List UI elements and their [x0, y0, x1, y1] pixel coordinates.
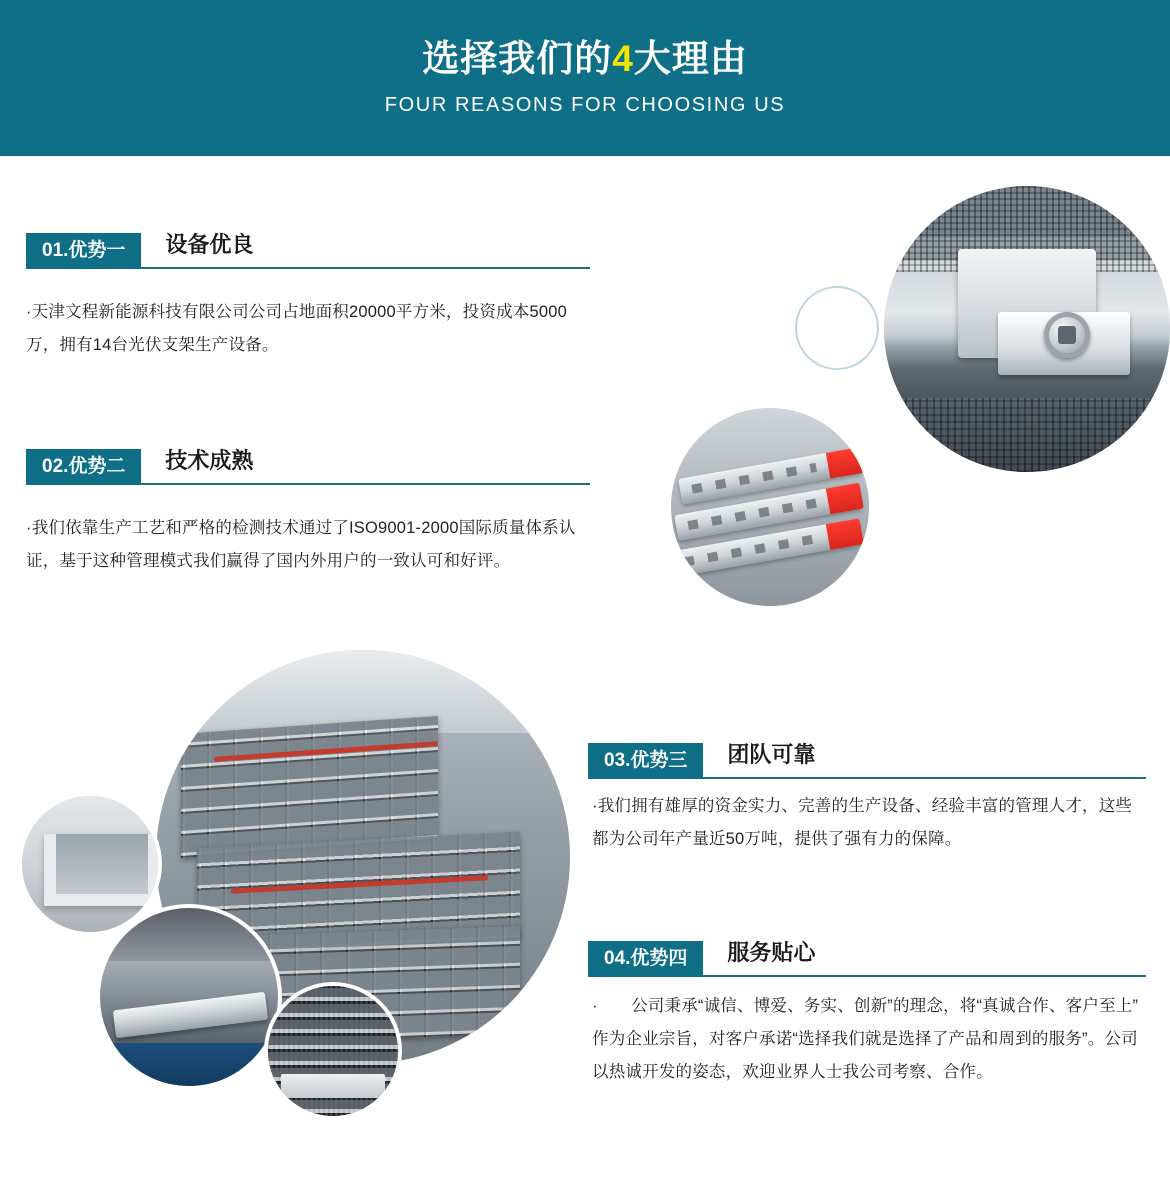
reason-title-1: 设备优良 — [165, 232, 254, 257]
rail-clamp-photo — [884, 186, 1170, 472]
reason-body-2: ·我们依靠生产工艺和严格的检测技术通过了ISO9001-2000国际质量体系认证，基于这种管理模式我们赢得了国内外用户的一致认可和好评。 — [26, 519, 576, 570]
reason-heading-3 — [588, 738, 1146, 779]
page-subtitle: FOUR REASONS FOR CHOOSING US — [384, 93, 786, 116]
page-title-prefix: 选择我们的 — [422, 38, 613, 80]
divider-3 — [703, 777, 1146, 779]
reason-heading-2 — [26, 444, 590, 485]
page-title-suffix: 大理由 — [633, 38, 748, 80]
divider-2 — [141, 483, 590, 485]
red-tipped-strut-photo — [671, 408, 869, 606]
reason-title-4: 服务贴心 — [727, 940, 816, 965]
reason-tag-4: 04.优势四 — [588, 941, 703, 977]
bundled-steel-photo — [268, 986, 398, 1116]
reason-body-1: ·天津文程新能源科技有限公司公司占地面积20000平方米，投资成本5000万，拥有14台光伏支架生产设备。 — [26, 303, 567, 354]
channel-profile — [44, 834, 158, 906]
reason-title-2: 技术成熟 — [165, 448, 254, 473]
reason-title-3: 团队可靠 — [727, 742, 816, 767]
reason-heading-4 — [588, 936, 1146, 977]
divider-4 — [703, 975, 1146, 977]
divider-1 — [141, 267, 590, 269]
reason-body-4: · 公司秉承“诚信、博爱、务实、创新”的理念，将“真诚合作、客户至上”作为企业宗旨，对客户承诺“选择我们就是选择了产品和周到的服务”。公司以热诚开发的姿态，欢迎业界人士我公司考察、合作。 — [592, 997, 1139, 1081]
reason-tag-2: 02.优势二 — [26, 449, 141, 485]
rollforming-machine-photo — [100, 908, 278, 1086]
page-title-accent: 4 — [612, 38, 634, 80]
purlin-bundle — [181, 716, 438, 858]
reason-tag-1: 01.优势一 — [26, 233, 141, 269]
reason-tag-3: 03.优势三 — [588, 743, 703, 779]
bolt-icon — [1044, 312, 1090, 358]
reason-body-3: ·我们拥有雄厚的资金实力、完善的生产设备、经验丰富的管理人才，这些都为公司年产量近50万吨，提供了强有力的保障。 — [592, 797, 1133, 848]
decorative-ring-icon — [795, 286, 879, 370]
mesh-texture-lower — [884, 398, 1170, 472]
page-title — [422, 39, 748, 80]
page-header — [0, 0, 1170, 156]
reason-heading-1 — [26, 228, 590, 269]
